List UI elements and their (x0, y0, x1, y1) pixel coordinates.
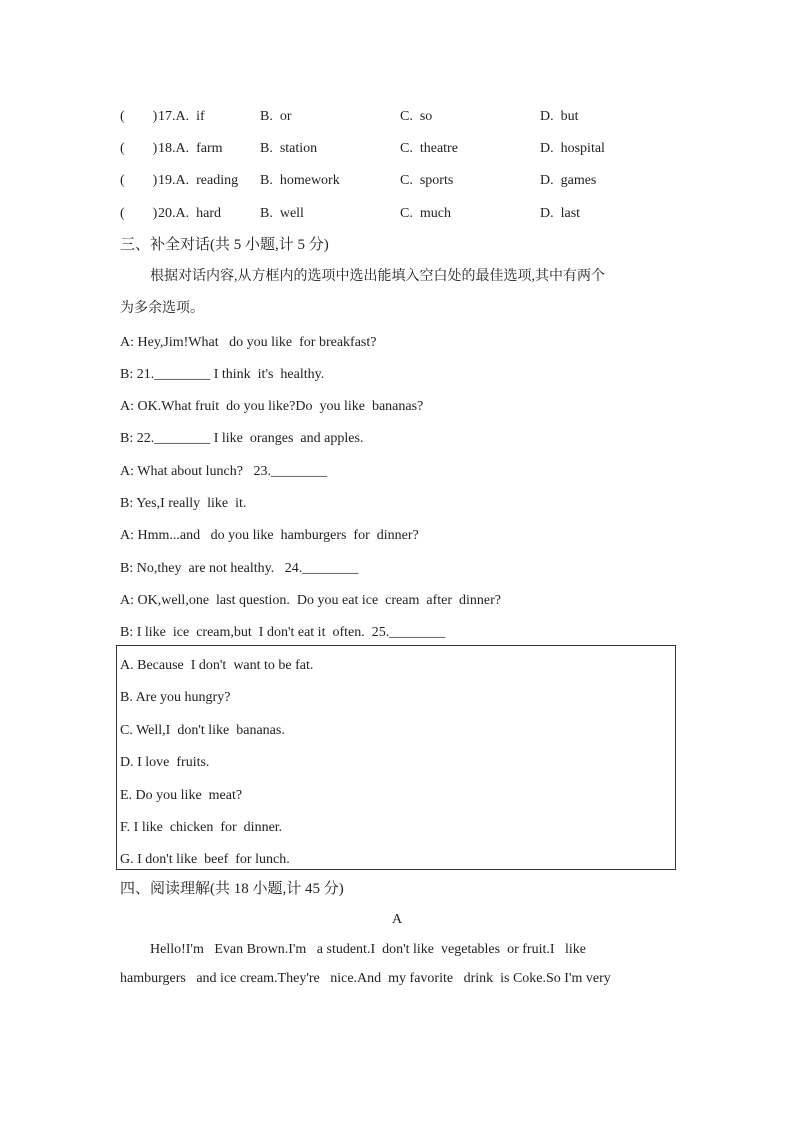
options-box (116, 645, 676, 870)
option-item: D. I love fruits. (120, 755, 210, 770)
section-3-instruction: 根据对话内容,从方框内的选项中选出能填入空白处的最佳选项,其中有两个 (150, 269, 605, 284)
passage-text: Hello!I'm Evan Brown.I'm a student.I don't like vegetables or fruit.I like (150, 942, 587, 957)
answer-bracket: ( ) (120, 206, 158, 221)
dialogue-line: B: No,they are not healthy. 24.________ (120, 561, 359, 576)
answer-bracket: ( ) (120, 109, 158, 124)
option-b: B. or (260, 109, 292, 124)
option-c: C. much (400, 206, 451, 221)
option-d: D. games (540, 173, 597, 188)
option-b: B. well (260, 206, 304, 221)
question-row-20 (120, 205, 680, 223)
dialogue-line: A: OK,well,one last question. Do you eat ice cream after dinner? (120, 593, 501, 608)
dialogue-line: B: Yes,I really like it. (120, 496, 247, 511)
passage-text: hamburgers and ice cream.They're nice.And my favorite drink is Coke.So I'm very (120, 971, 611, 986)
option-c: C. so (400, 109, 433, 124)
option-d: D. hospital (540, 141, 605, 156)
option-a: 19.A. reading (158, 173, 239, 188)
dialogue-line: A: OK.What fruit do you like?Do you like bananas? (120, 399, 424, 414)
option-item: E. Do you like meat? (120, 788, 243, 803)
question-row-17 (120, 108, 680, 126)
option-a: 20.A. hard (158, 206, 221, 221)
option-c: C. theatre (400, 141, 458, 156)
option-item: B. Are you hungry? (120, 690, 231, 705)
question-row-19 (120, 172, 680, 190)
section-4-heading: 四、阅读理解(共 18 小题,计 45 分) (120, 881, 344, 897)
section-3-instruction-cont: 为多余选项。 (120, 301, 204, 316)
option-b: B. station (260, 141, 318, 156)
dialogue-line: B: I like ice cream,but I don't eat it often. 25.________ (120, 625, 446, 640)
option-item: C. Well,I don't like bananas. (120, 723, 285, 738)
answer-bracket: ( ) (120, 141, 158, 156)
option-b: B. homework (260, 173, 340, 188)
option-d: D. last (540, 206, 581, 221)
dialogue-line: B: 22.________ I like oranges and apples. (120, 431, 364, 446)
option-a: 17.A. if (158, 109, 205, 124)
dialogue-line: A: Hmm...and do you like hamburgers for dinner? (120, 528, 419, 543)
dialogue-line: A: Hey,Jim!What do you like for breakfast? (120, 335, 377, 350)
option-a: 18.A. farm (158, 141, 223, 156)
option-item: A. Because I don't want to be fat. (120, 658, 314, 673)
option-d: D. but (540, 109, 579, 124)
option-c: C. sports (400, 173, 454, 188)
dialogue-line: A: What about lunch? 23.________ (120, 464, 327, 479)
passage-label: A (391, 912, 403, 927)
question-row-18 (120, 140, 680, 158)
dialogue-line: B: 21.________ I think it's healthy. (120, 367, 325, 382)
answer-bracket: ( ) (120, 173, 158, 188)
section-3-heading: 三、补全对话(共 5 小题,计 5 分) (120, 237, 329, 253)
option-item: G. I don't like beef for lunch. (120, 852, 290, 867)
option-item: F. I like chicken for dinner. (120, 820, 283, 835)
